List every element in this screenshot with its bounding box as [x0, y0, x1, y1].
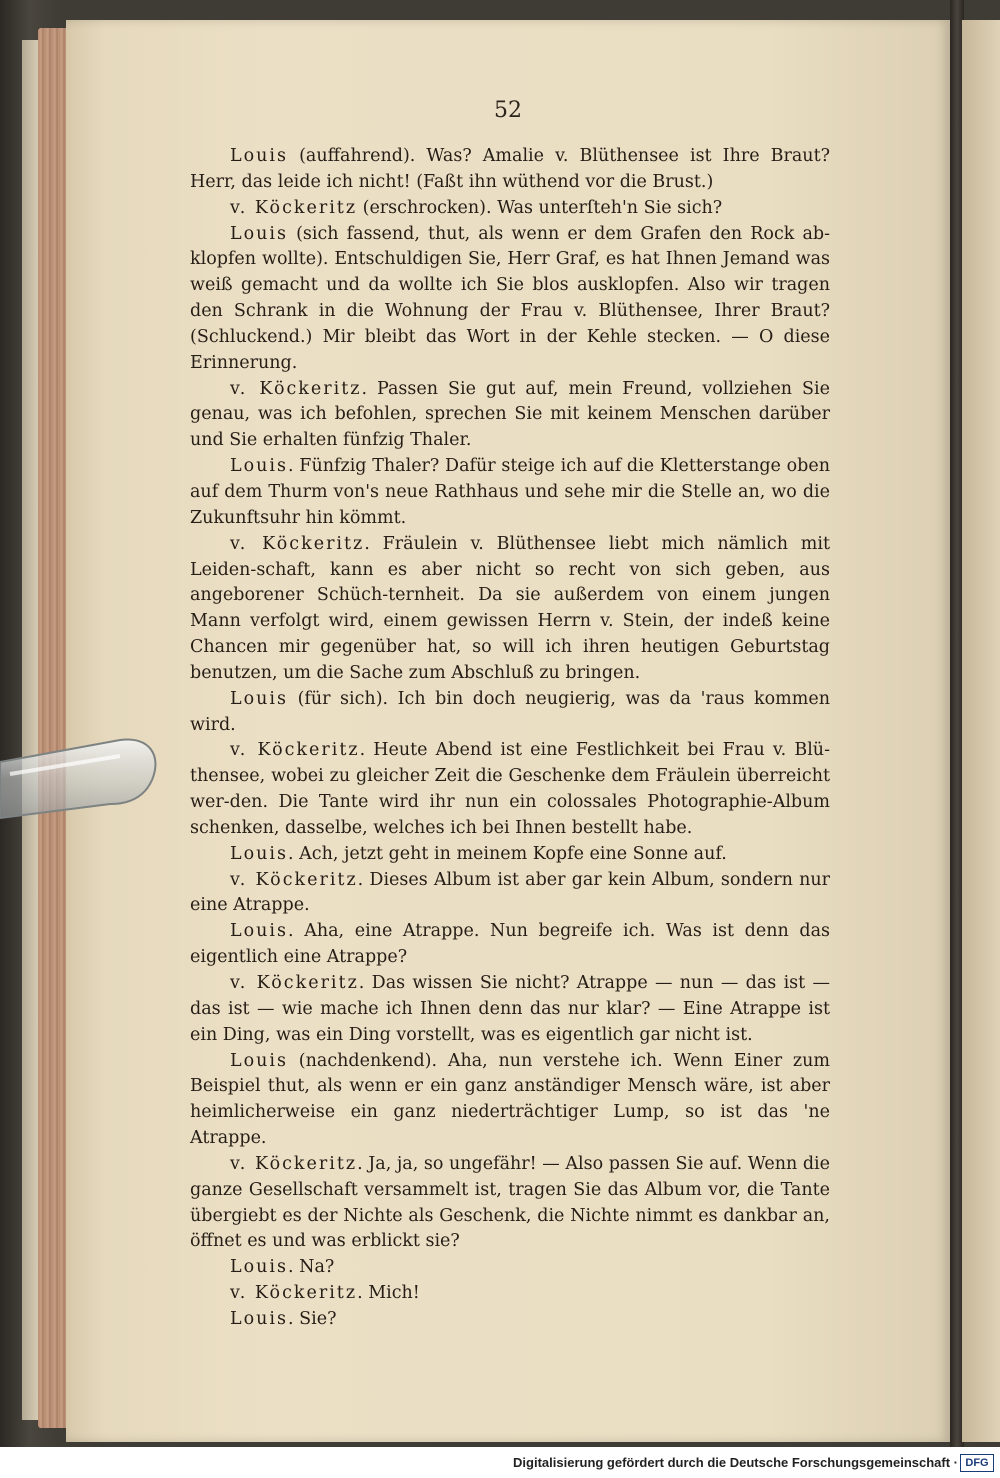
- paragraph: [190, 687, 830, 739]
- paragraph: [190, 1281, 830, 1307]
- speaker: v. Köckeritz: [230, 1283, 358, 1304]
- dialogue: . Fünfzig Thaler? Dafür steige ich auf die Kletterstange oben auf dem Thurm von's neue Rathhaus und sehe mir die Stelle an, wo die Zukunftsuhr hin kömmt.: [190, 456, 830, 528]
- dialogue: (nachdenkend). Aha, nun verstehe ich. Wenn Einer zum Beispiel thut, als wenn er ein ganz anständiger Mensch wäre, ist aber heimlicherweise ein ganz niederträchtiger Lump, so ist das 'ne Atrappe.: [190, 1050, 830, 1149]
- speaker: Louis: [230, 456, 289, 477]
- book-page: [66, 20, 950, 1442]
- paragraph: [190, 1152, 830, 1255]
- paragraph: [190, 868, 830, 920]
- speaker: Louis: [230, 688, 289, 709]
- paragraph: [190, 532, 830, 687]
- text-block: [190, 144, 830, 1333]
- speaker: Louis: [230, 146, 289, 166]
- speaker: Louis: [230, 1308, 289, 1329]
- speaker: v. Köckeritz: [230, 1153, 358, 1174]
- paragraph: [190, 1307, 830, 1333]
- dialogue: . Mich!: [357, 1283, 420, 1304]
- dialogue: (erschrocken). Was unterſteh'n Sie sich?: [357, 197, 723, 218]
- speaker: v. Köckeritz: [230, 197, 358, 218]
- speaker: Louis: [230, 1050, 289, 1071]
- paragraph: [190, 842, 830, 868]
- footer-bar: [0, 1447, 1000, 1478]
- paragraph: [190, 144, 830, 196]
- facing-page-edge: [962, 20, 1000, 1442]
- dialogue: (sich fassend, thut, als wenn er dem Grafen den Rock ab-klopfen wollte). Entschuldigen Sie, Herr Graf, es hat Ihnen Jemand was weiß gemacht und da wollte ich Sie blos ausklopfen. Also wir tragen den Schrank in die Wohnung der Frau v. Blüthensee, Ihrer Braut? (Schluckend.) Mir bleibt das Wort in der Kehle stecken. — O diese Erinnerung.: [190, 223, 830, 373]
- paragraph: [190, 1049, 830, 1152]
- speaker: Louis: [230, 223, 289, 244]
- paragraph: [190, 919, 830, 971]
- paragraph: [190, 222, 830, 377]
- dialogue: . Ja, ja, so ungefähr! — Also passen Sie auf. Wenn die ganze Gesellschaft versammelt ist, tragen Sie das Album vor, die Tante übergiebt es der Nichte als Geschenk, die Nichte nimmt es dankbar an, öffnet es und was erblickt sie?: [190, 1153, 830, 1252]
- speaker: v. Köckeritz: [230, 973, 359, 993]
- page-number: 52: [494, 98, 522, 123]
- speaker: Louis: [230, 843, 289, 864]
- dialogue: . Na?: [288, 1257, 335, 1278]
- dialogue: . Heute Abend ist eine Festlichkeit bei Frau v. Blü-thensee, wobei zu gleicher Zeit die Geschenke dem Fräulein überreicht wer-den. Die Tante wird ihr nun ein colossales Photographie-Album schenken, dasselbe, welches ich bei Ihnen bestellt habe.: [190, 740, 830, 838]
- dialogue: . Dieses Album ist aber gar kein Album, sondern nur eine Atrappe.: [190, 869, 830, 916]
- dialogue: (für sich). Ich bin doch neugierig, was da 'raus kommen wird.: [190, 688, 830, 735]
- dialogue: . Ach, jetzt geht in meinem Kopfe eine Sonne auf.: [288, 843, 727, 864]
- paragraph: [190, 196, 830, 222]
- footer-credit: Digitalisierung gefördert durch die Deutsche Forschungsgemeinschaft ·: [513, 1455, 958, 1470]
- dfg-logo-icon: DFG: [960, 1454, 994, 1472]
- dialogue: . Sie?: [288, 1308, 337, 1329]
- dialogue: . Passen Sie gut auf, mein Freund, vollziehen Sie genau, was ich befohlen, sprechen Sie mit keinem Menschen darüber und Sie erhalten fünfzig Thaler.: [190, 378, 830, 451]
- paragraph: [190, 1255, 830, 1281]
- dialogue: . Aha, eine Atrappe. Nun begreife ich. Was ist denn das eigentlich eine Atrappe?: [190, 921, 830, 968]
- speaker: v. Köckeritz: [230, 378, 362, 399]
- transparent-plastic-clip-icon: [0, 700, 160, 830]
- dialogue: (auffahrend). Was? Amalie v. Blüthensee ist Ihre Braut? Herr, das leide ich nicht! (Faßt ihn wüthend vor die Brust.): [190, 146, 830, 192]
- speaker: v. Köckeritz: [230, 533, 365, 554]
- speaker: Louis: [230, 921, 289, 942]
- paragraph: [190, 454, 830, 532]
- paragraph: [190, 971, 830, 1049]
- dialogue: . Fräulein v. Blüthensee liebt mich nämlich mit Leiden-schaft, kann es aber nicht so recht von sich geben, aus angeborener Schüch-ternheit. Da sie außerdem von einem jungen Mann verfolgt wird, einem gewissen Herrn v. Stein, der indeß keine Chancen mir gegenüber hat, so will ich ihren heutigen Geburtstag benutzen, um die Sache zum Abschluß zu bringen.: [190, 533, 830, 683]
- dialogue: . Das wissen Sie nicht? Atrappe — nun — das ist — das ist — wie mache ich Ihnen denn das nur klar? — Eine Atrappe ist ein Ding, was ein Ding vorstellt, was es eigentlich gar nicht ist.: [190, 973, 830, 1045]
- paragraph: [190, 377, 830, 455]
- paragraph: [190, 738, 830, 841]
- speaker: v. Köckeritz: [230, 869, 358, 890]
- speaker: v. Köckeritz: [230, 740, 360, 761]
- speaker: Louis: [230, 1257, 289, 1278]
